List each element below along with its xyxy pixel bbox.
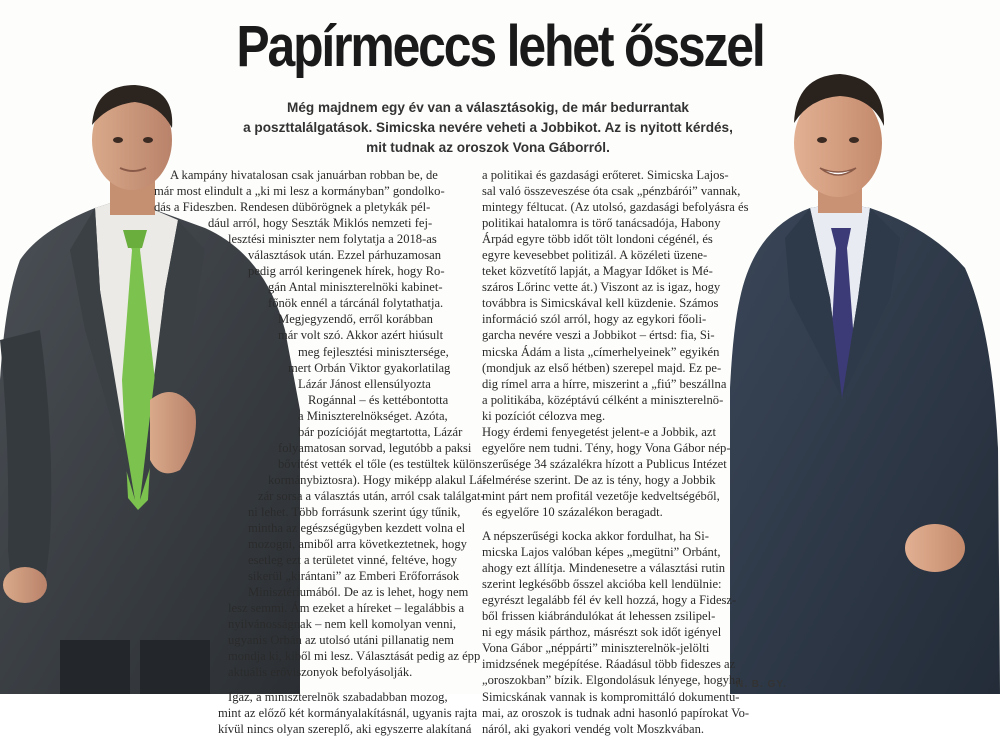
- text-line: folyamatosan sorvad, legutóbb a paksi: [278, 440, 472, 455]
- text-line: ahogy ezt állítja. Mindenesetre a választási rutin: [482, 561, 726, 576]
- text-line: gán Antal miniszterelnöki kabinet-: [268, 280, 443, 295]
- text-line: pedig arról keringenek hírek, hogy Ro-: [248, 264, 445, 279]
- text-line: imidzsének megépítése. Ráadásul több fideszes az: [482, 657, 736, 672]
- text-line: és egyelőre 10 százalékon beragadt.: [482, 504, 663, 519]
- text-line: mint az előző két kormányalakításnál, ugyanis rajta: [218, 705, 478, 720]
- text-line: egyre kevesebbet politizál. A közéleti üzene-: [482, 248, 708, 263]
- text-line: kormánybiztosra). Hogy miképp alakul Lá-: [268, 472, 487, 487]
- text-line: aktuális erőviszonyok befolyásolják.: [228, 665, 413, 680]
- text-line: kívül nincs olyan szereplő, aki egyszerre alakítaná: [218, 721, 472, 736]
- text-line: nyilvánosságnak – nem kell komolyan venni,: [228, 617, 457, 632]
- text-line: szerűsége 34 százalékra hízott a Publicus Intézet: [482, 456, 727, 471]
- text-line: esetleg ezt a területet vinné, feltéve, hogy: [248, 553, 458, 568]
- text-line: Árpád egyre több időt tölt londoni cégénél, és: [482, 232, 713, 247]
- text-line: micska Lajos valóban képes „megütni” Orbánt,: [482, 545, 721, 560]
- text-line: mintha az egészségügyben kezdett volna el: [248, 521, 466, 536]
- text-line: ből frissen kiábrándulókat át lehessen zsilipel-: [482, 609, 716, 624]
- text-line: száros Lőrinc vette át.) Viszont az is igaz, hogy: [482, 280, 721, 295]
- text-line: garcha nevére veszi a Jobbikot – értsd: fia, Si-: [482, 328, 715, 343]
- text-line: egyrészt legalább fél év kell hozzá, hogy a Fidesz-: [482, 593, 737, 608]
- text-line: Simicskának vannak is kompromittáló dokumentu-: [482, 689, 740, 704]
- text-line: politikai hatalomra is törő tanácsadója, Habony: [482, 216, 721, 231]
- text-line: sal való összeveszése óta csak „pénzbárói” vannak,: [482, 184, 741, 199]
- text-line: dául arról, hogy Seszták Miklós nemzeti fej-: [208, 216, 433, 231]
- text-line: a politikai és gazdasági erőteret. Simicska Lajos-: [482, 168, 729, 182]
- article-column-1: [154, 167, 487, 737]
- text-line: „oroszokban” bízik. Elgondolásuk lényege, hogyha: [482, 673, 741, 688]
- text-line: lesztési miniszter nem folytatja a 2018-as: [228, 232, 437, 247]
- text-line: zár sorsa a választás után, arról csak találgat-: [258, 488, 485, 503]
- text-line: mai, az oroszok is tudnak adni hasonló papírokat Vo-: [482, 705, 750, 720]
- text-line: mondja ki, kiből mi lesz. Választását pedig az épp: [228, 649, 481, 664]
- text-line: A kampány hivatalosan csak januárban robban be, de: [170, 168, 438, 182]
- text-line: [482, 520, 754, 528]
- text-line: Megjegyzendő, erről korábban: [278, 312, 433, 327]
- text-line: főnök ennél a tárcánál folytathatja.: [268, 296, 444, 311]
- text-line: szerint legkésőbb ősszel akcióba kell lendülnie:: [482, 577, 722, 592]
- author-signature: N. B. GY.: [736, 679, 787, 690]
- text-line: felmérése szerint. De az is tény, hogy a Jobbik: [482, 472, 716, 487]
- text-line: bár pozícióját megtartotta, Lázár: [298, 424, 463, 439]
- article-column-2: [482, 167, 754, 737]
- text-line: micska Ádám a lista „címerhelyeinek” egyikén: [482, 344, 720, 359]
- text-line: Igaz, a miniszterelnök szabadabban mozog,: [228, 689, 448, 704]
- text-line: Vona Gábor „néppárti” miniszterelnök-jelölti: [482, 641, 710, 656]
- text-line: választások után. Ezzel párhuzamosan: [248, 248, 442, 263]
- lead-paragraph: [218, 98, 758, 158]
- text-line: mozogni, amiből arra következtetnek, hogy: [248, 537, 467, 552]
- text-line: már volt szó. Akkor azért hiúsult: [278, 328, 444, 343]
- text-line: Rogánnal – és kettébontotta: [308, 392, 449, 407]
- text-line: ni egy másik párthoz, másrészt sok időt igényel: [482, 625, 722, 640]
- text-line: ni lehet. Több forrásunk szerint úgy tűnik,: [248, 504, 461, 519]
- text-line: A népszerűségi kocka akkor fordulhat, ha Si-: [482, 529, 709, 544]
- text-line: dig rímel arra a hírre, miszerint a „fiú” beszállna: [482, 376, 727, 391]
- text-line: náról, aki gyakori vendég volt Moszkvában.: [482, 721, 705, 736]
- text-line: a Miniszterelnökséget. Azóta,: [298, 408, 448, 423]
- lead-line: mit tudnak az oroszok Vona Gáborról.: [366, 140, 610, 155]
- text-line: mert Orbán Viktor gyakorlatilag: [288, 360, 451, 375]
- text-line: egyelőre nem tudni. Tény, hogy Vona Gábor nép-: [482, 440, 731, 455]
- text-line: mint párt nem profitál vezetője kedveltségéből,: [482, 488, 720, 503]
- text-line: Hogy érdemi fenyegetést jelent-e a Jobbik, azt: [482, 424, 716, 439]
- text-line: [170, 681, 470, 689]
- lead-line: Még majdnem egy év van a választásokig, de már bedurrantak: [287, 100, 689, 115]
- text-line: sikerül „kirántani” az Emberi Erőforrások: [248, 569, 460, 584]
- text-line: lesz semmi. Ám ezeket a híreket – legalábbis a: [228, 601, 465, 616]
- text-line: ki pozíciót célozva meg.: [482, 408, 606, 423]
- text-line: teket közvetítő lapját, a Magyar Időket is Mé-: [482, 264, 713, 279]
- text-line: a politikába, középtávú célként a miniszterelnö-: [482, 392, 724, 407]
- text-line: Minisztériumából. De az is lehet, hogy nem: [248, 585, 469, 600]
- text-line: mintegy féltucat. (Az utolsó, gazdasági befolyásra és: [482, 200, 749, 215]
- text-line: meg fejlesztési minisztersége,: [298, 344, 449, 359]
- text-line: továbbra is Simicskával kell küzdenie. Számos: [482, 296, 719, 311]
- text-line: dás a Fideszben. Rendesen dübörögnek a pletykák pél-: [154, 200, 431, 215]
- text-line: (mondjuk az első hétben) szerepel majd. Ez pe-: [482, 360, 722, 375]
- lead-line: a poszttalálgatások. Simicska nevére veheti a Jobbikot. Az is nyitott kérdés,: [243, 120, 733, 135]
- text-line: Lázár Jánost ellensúlyozta: [298, 376, 431, 391]
- text-line: információ szól arról, hogy az egykori főoli-: [482, 312, 707, 327]
- text-line: bővítést vették el tőle (es testültek külön: [278, 456, 482, 471]
- text-line: már most elindult a „ki mi lesz a kormányban” gondolko-: [154, 184, 445, 199]
- right-politician-photo: [730, 68, 1000, 694]
- text-line: ugyanis Orbán az utolsó utáni pillanatig nem: [228, 633, 454, 648]
- headline: Papírmeccs lehet ősszel: [236, 14, 764, 79]
